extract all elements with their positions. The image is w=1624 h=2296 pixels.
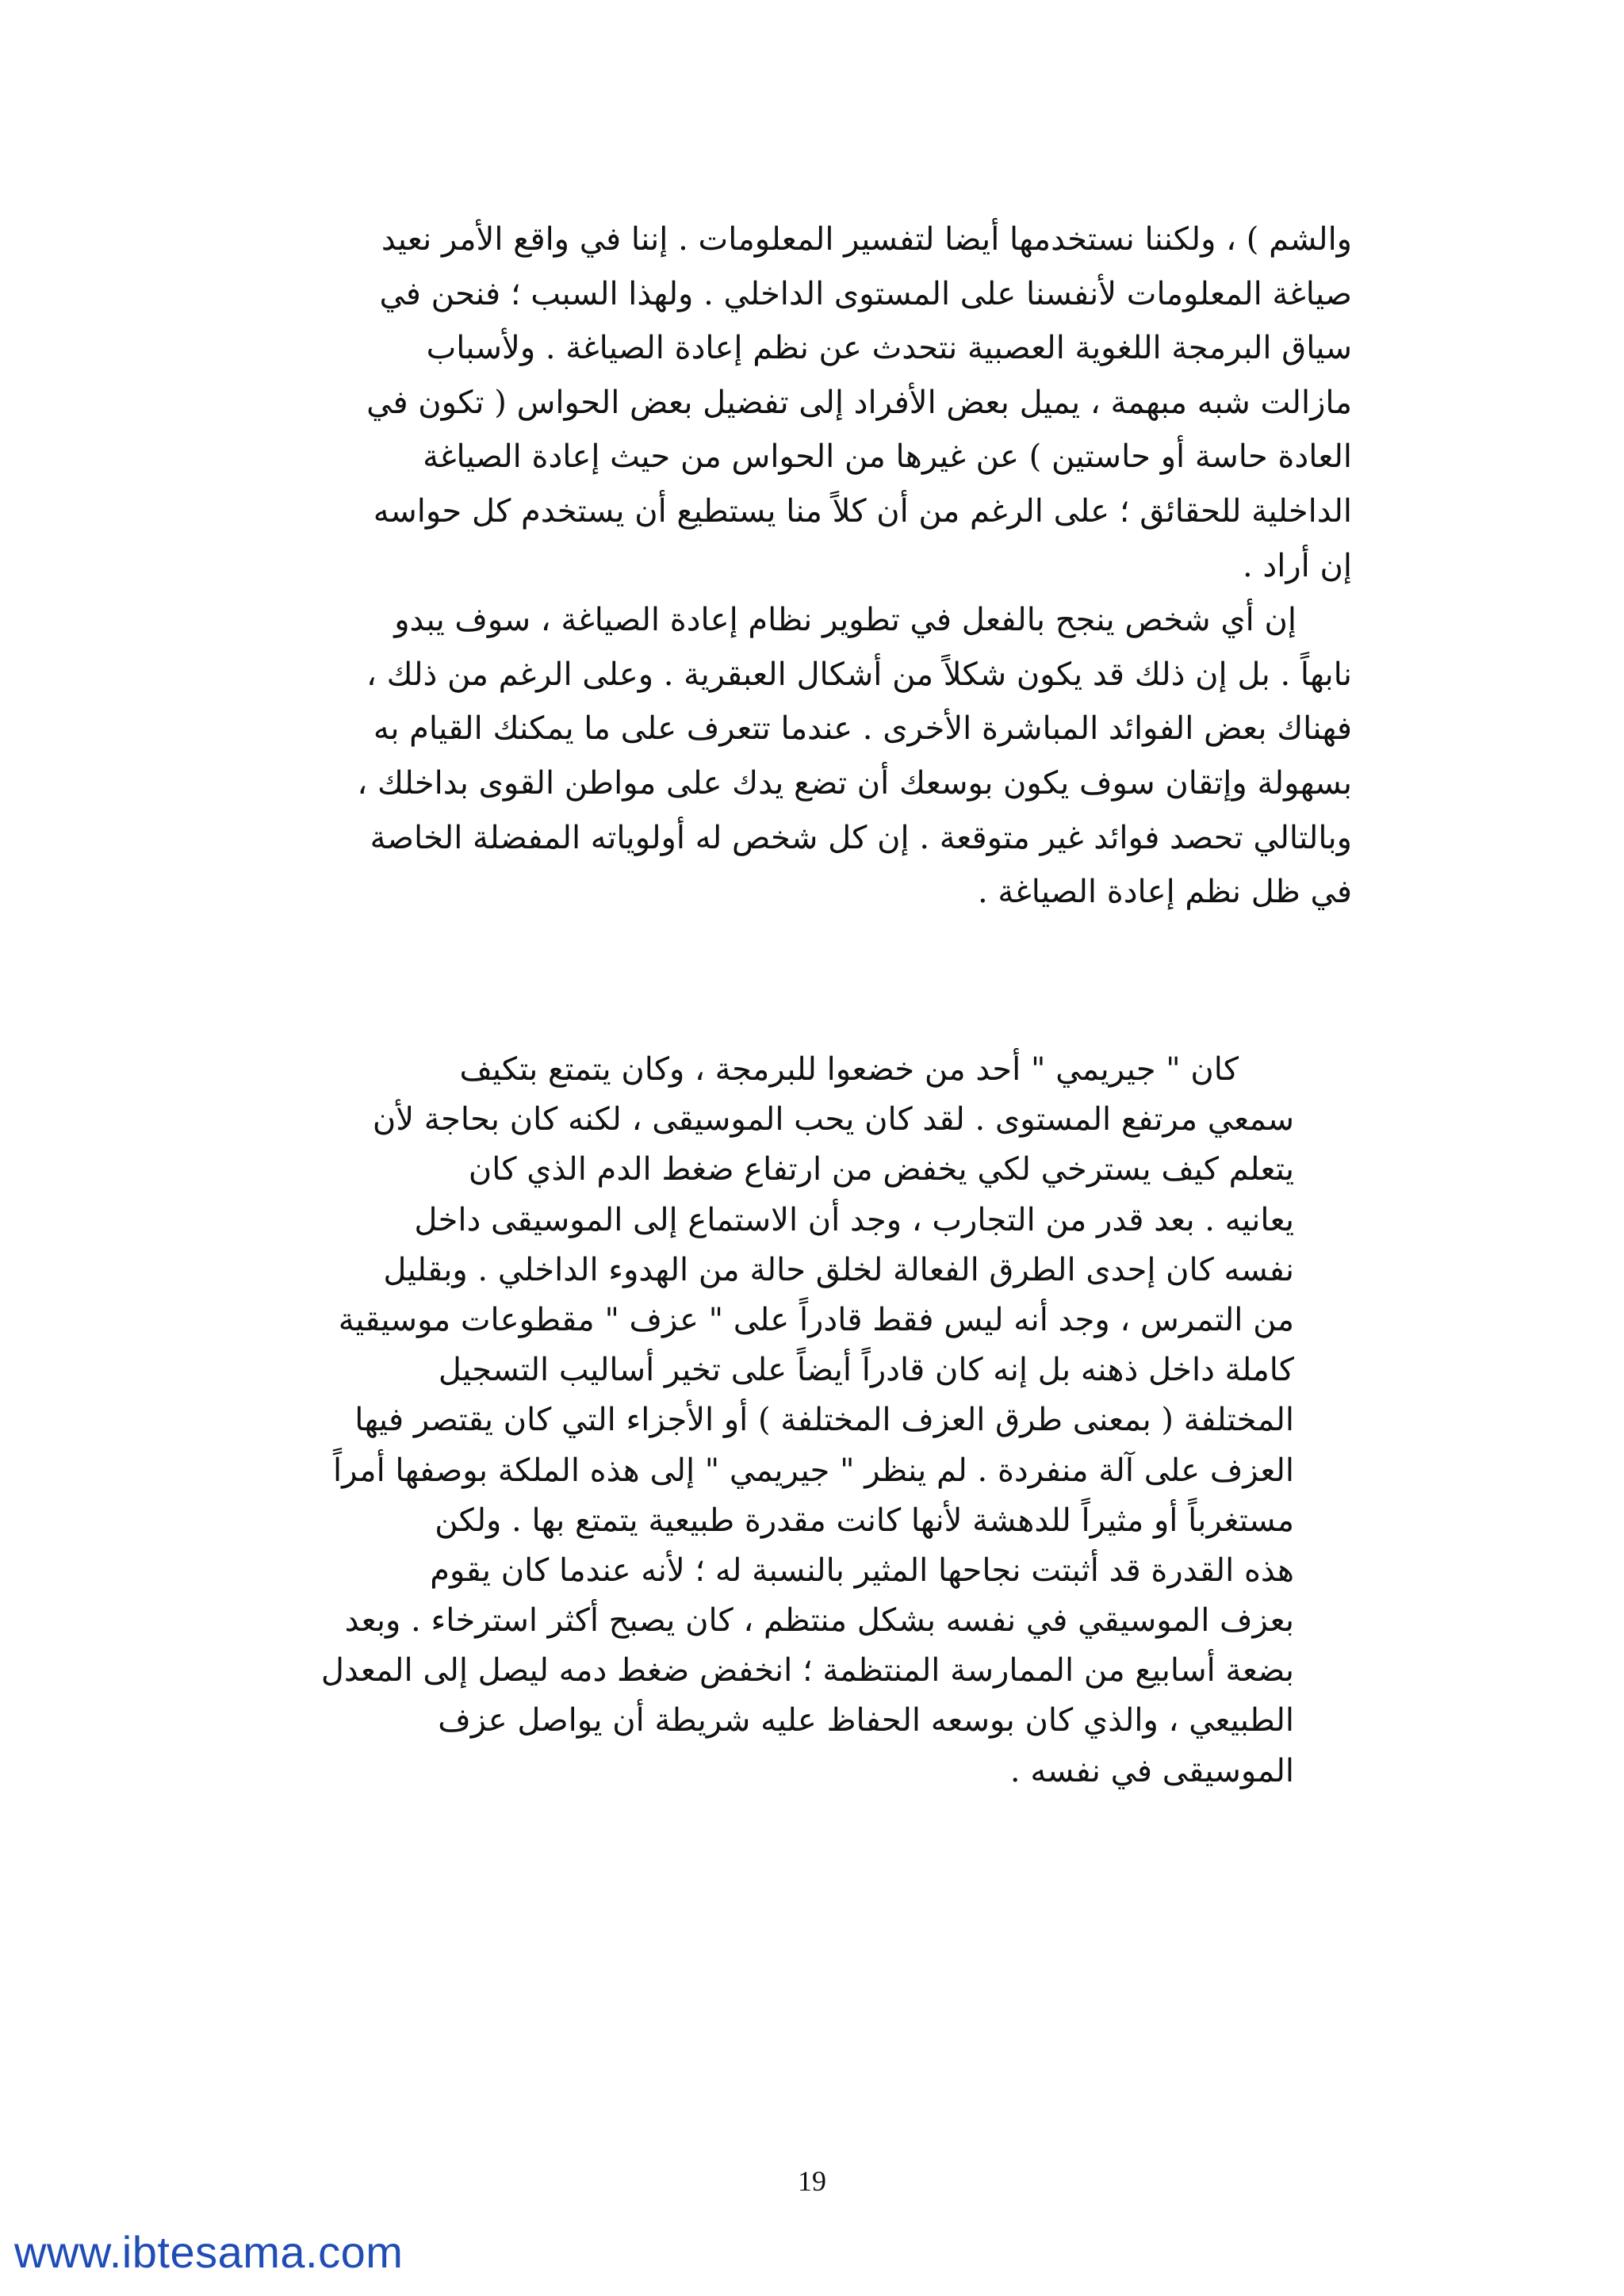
text-line: صياغة المعلومات لأنفسنا على المستوى الداخلي . ولهذا السبب ؛ فنحن في — [379, 275, 1352, 312]
text-line: كاملة داخل ذهنه بل إنه كان قادراً أيضاً على تخير أساليب التسجيل — [438, 1352, 1294, 1389]
text-line: إن أي شخص ينجح بالفعل في تطوير نظام إعادة الصياغة ، سوف يبدو — [394, 602, 1297, 639]
text-line: في ظل نظم إعادة الصياغة . — [978, 874, 1352, 911]
text-line: سمعي مرتفع المستوى . لقد كان يحب الموسيقى ، لكنه كان بحاجة لأن — [372, 1101, 1294, 1138]
watermark-url: www.ibtesama.com — [14, 2227, 404, 2277]
text-line: فهناك بعض الفوائد المباشرة الأخرى . عندما تتعرف على ما يمكنك القيام به — [373, 710, 1352, 748]
text-line: الطبيعي ، والذي كان بوسعه الحفاظ عليه شريطة أن يواصل عزف — [438, 1702, 1294, 1739]
text-line: والشم ) ، ولكننا نستخدمها أيضا لتفسير المعلومات . إننا في واقع الأمر نعيد — [381, 221, 1352, 258]
text-line: مستغرباً أو مثيراً للدهشة لأنها كانت مقدرة طبيعية يتمتع بها . ولكن — [435, 1502, 1294, 1539]
text-line: بسهولة وإتقان سوف يكون بوسعك أن تضع يدك على مواطن القوى بداخلك ، — [357, 764, 1352, 802]
text-line: نابهاً . بل إن ذلك قد يكون شكلاً من أشكال العبقرية . وعلى الرغم من ذلك ، — [366, 656, 1352, 693]
text-line: يعانيه . بعد قدر من التجارب ، وجد أن الاستماع إلى الموسيقى داخل — [414, 1201, 1294, 1238]
text-line: بضعة أسابيع من الممارسة المنتظمة ؛ انخفض ضغط دمه ليصل إلى المعدل — [320, 1652, 1294, 1689]
text-line: نفسه كان إحدى الطرق الفعالة لخلق حالة من الهدوء الداخلي . وبقليل — [383, 1251, 1294, 1288]
text-line: الموسيقى في نفسه . — [1009, 1752, 1294, 1789]
text-line: العادة حاسة أو حاستين ) عن غيرها من الحواس من حيث إعادة الصياغة — [423, 438, 1352, 476]
text-line: كان " جيريمي " أحد من خضعوا للبرمجة ، وكان يتمتع بتكيف — [459, 1051, 1239, 1088]
text-line: المختلفة ( بمعنى طرق العزف المختلفة ) أو الأجزاء التي كان يقتصر فيها — [354, 1402, 1294, 1439]
text-line: هذه القدرة قد أثبتت نجاحها المثير بالنسبة له ؛ لأنه عندما كان يقوم — [430, 1552, 1294, 1589]
case-study-block — [316, 1045, 1294, 1797]
text-line: يتعلم كيف يسترخي لكي يخفض من ارتفاع ضغط الدم الذي كان — [468, 1151, 1294, 1188]
text-line: سياق البرمجة اللغوية العصبية نتحدث عن نظم إعادة الصياغة . ولأسباب — [426, 330, 1352, 367]
text-line: الداخلية للحقائق ؛ على الرغم من أن كلاً منا يستطيع أن يستخدم كل حواسه — [373, 492, 1352, 530]
paragraph — [274, 593, 1352, 920]
text-line: بعزف الموسيقي في نفسه بشكل منتظم ، كان يصبح أكثر استرخاء . وبعد — [344, 1602, 1294, 1640]
text-line: إن أراد . — [1243, 547, 1352, 584]
text-line: مازالت شبه مبهمة ، يميل بعض الأفراد إلى تفضيل بعض الحواس ( تكون في — [366, 384, 1352, 421]
text-line: وبالتالي تحصد فوائد غير متوقعة . إن كل شخص له أولوياته المفضلة الخاصة — [370, 819, 1352, 856]
page-number: 19 — [798, 2165, 826, 2197]
text-line: العزف على آلة منفردة . لم ينظر " جيريمي " إلى هذه الملكة بوصفها أمراً — [332, 1452, 1294, 1489]
main-body-text — [274, 212, 1352, 920]
text-line: من التمرس ، وجد أنه ليس فقط قادراً على " عزف " مقطوعات موسيقية — [338, 1301, 1294, 1338]
paragraph — [274, 212, 1352, 593]
